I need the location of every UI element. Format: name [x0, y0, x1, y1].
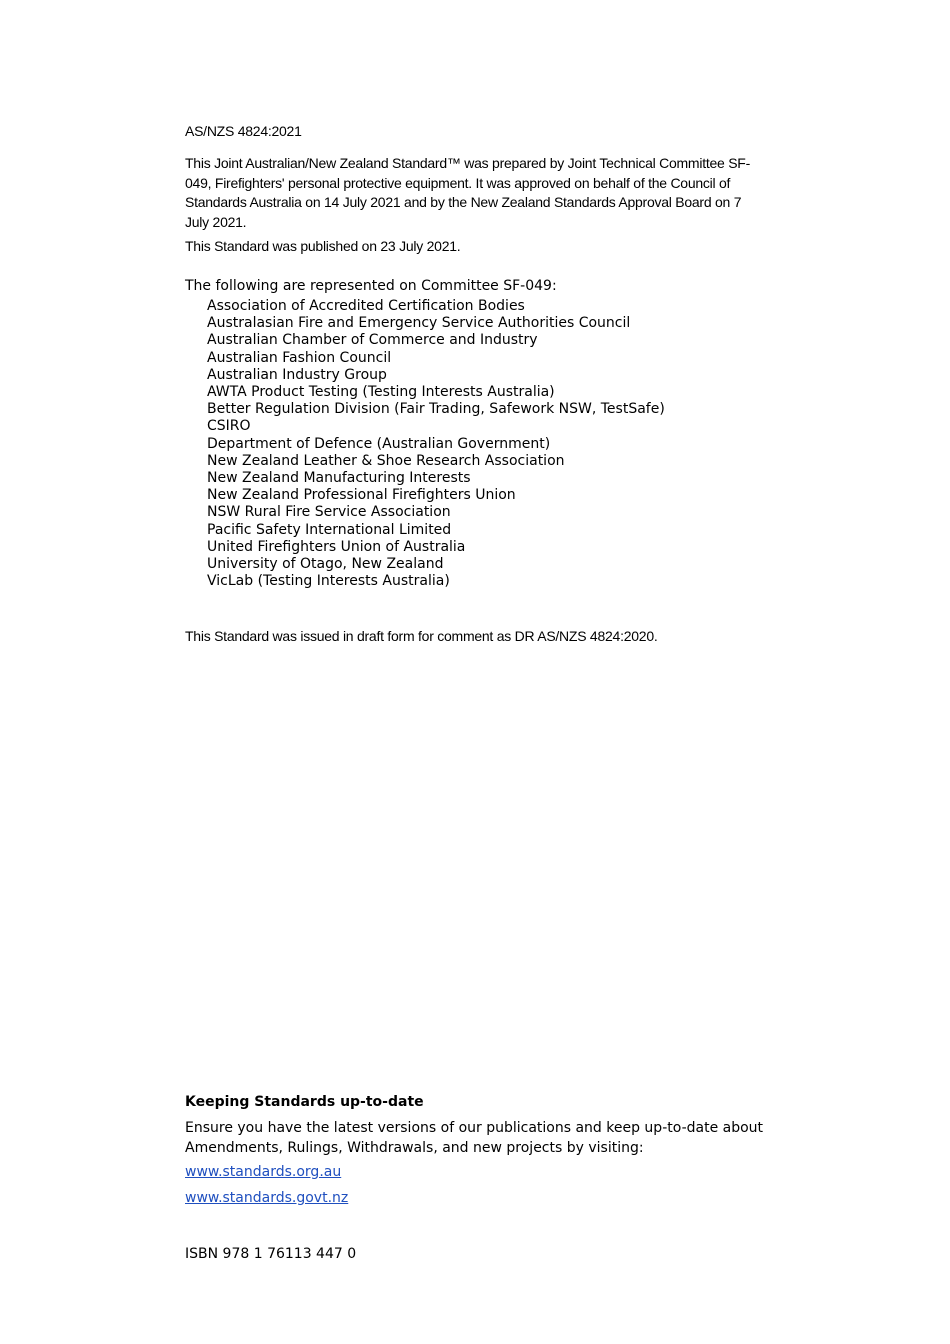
- committee-member: Australian Fashion Council: [207, 349, 392, 366]
- committee-member: AWTA Product Testing (Testing Interests Australia): [207, 384, 555, 401]
- published-statement: This Standard was published on 23 July 2021.: [185, 238, 461, 254]
- committee-member: New Zealand Professional Firefighters Union: [207, 487, 516, 504]
- committee-member-list: [207, 298, 665, 590]
- committee-member: Australasian Fire and Emergency Service Authorities Council: [207, 315, 631, 332]
- committee-member: NSW Rural Fire Service Association: [207, 504, 451, 521]
- standards-australia-link[interactable]: www.standards.org.au: [185, 1164, 342, 1180]
- document-code: AS/NZS 4824:2021: [185, 123, 302, 139]
- committee-member: CSIRO: [207, 418, 251, 435]
- committee-member: United Firefighters Union of Australia: [207, 538, 466, 555]
- committee-intro: The following are represented on Committee SF-049:: [185, 278, 557, 294]
- committee-member: New Zealand Leather & Shoe Research Association: [207, 452, 565, 469]
- committee-member: Australian Chamber of Commerce and Industry: [207, 332, 538, 349]
- committee-member: VicLab (Testing Interests Australia): [207, 573, 450, 590]
- isbn: ISBN 978 1 76113 447 0: [185, 1246, 357, 1262]
- committee-member: Department of Defence (Australian Government): [207, 435, 551, 452]
- committee-member: University of Otago, New Zealand: [207, 556, 444, 573]
- committee-member: Better Regulation Division (Fair Trading, Safework NSW, TestSafe): [207, 401, 665, 418]
- committee-member: Pacific Safety International Limited: [207, 521, 452, 538]
- committee-member: Association of Accredited Certification Bodies: [207, 298, 525, 314]
- draft-note: This Standard was issued in draft form for comment as DR AS/NZS 4824:2020.: [185, 628, 658, 644]
- committee-member: Australian Industry Group: [207, 366, 387, 383]
- keeping-up-to-date-body: Ensure you have the latest versions of our publications and keep up-to-date about Amendments, Rulings, Withdrawals, and new projects by visiting:: [185, 1120, 764, 1156]
- keeping-up-to-date-heading: Keeping Standards up-to-date: [185, 1094, 424, 1110]
- standards-new-zealand-link[interactable]: www.standards.govt.nz: [185, 1190, 349, 1206]
- preparation-paragraph: This Joint Australian/New Zealand Standard™ was prepared by Joint Technical Committee SF-049, Firefighters' personal protective equipment. It was approved on behalf of the Council of Standards Australia on 14 July 2021 and by the New Zealand Standards Approval Board on 7 July 2021.: [185, 155, 750, 230]
- committee-member: New Zealand Manufacturing Interests: [207, 470, 471, 487]
